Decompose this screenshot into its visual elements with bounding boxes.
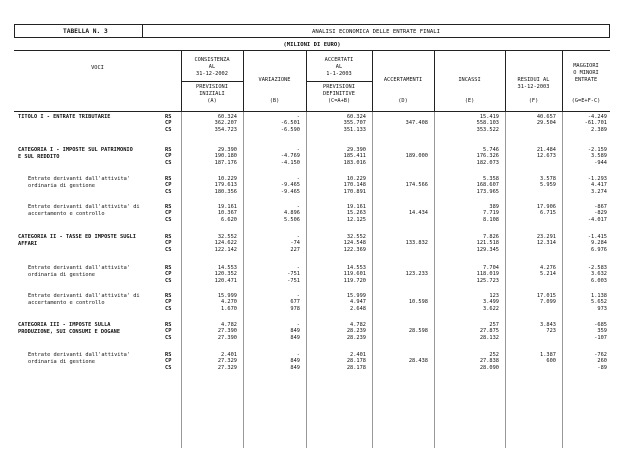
cell-value: 28.239 (346, 334, 366, 341)
col-previsioni-definitive-header: PREVISIONI DEFINITIVE (C=A+B) (323, 84, 355, 104)
cell-value: 3.499 (483, 299, 499, 306)
cell-value: 10.598 (408, 299, 428, 306)
cell-value: 3.843 (540, 322, 556, 328)
row-label: Entrate derivanti dall'attivita' di (28, 204, 140, 210)
cell-value: - (296, 322, 300, 328)
cell-value: 4.270 (221, 299, 237, 306)
table-title: ANALISI ECONOMICA DELLE ENTRATE FINALI (312, 28, 440, 35)
cell-value: 14.434 (408, 210, 428, 217)
cell-value: 15.263 (346, 210, 366, 217)
cell-value: 978 (290, 305, 300, 312)
cell-value: 27.838 (479, 358, 499, 365)
cell-value: 185.411 (343, 153, 366, 160)
cell-value: 227 (290, 246, 300, 253)
cell-value: 40.657 (536, 114, 556, 120)
cell-value: 600 (546, 358, 556, 365)
cell-value: 3.274 (591, 188, 607, 195)
cell-value: 3.578 (540, 176, 556, 182)
cell-value: 3.589 (591, 153, 607, 160)
cell-value: 122.142 (214, 246, 237, 253)
row-code: RS (165, 176, 172, 182)
cell-value: -9.465 (280, 188, 300, 195)
cell-value: - (296, 234, 300, 240)
row-code: CS (165, 216, 172, 223)
cell-value: 354.723 (214, 126, 237, 133)
cell-value: 14.553 (346, 265, 366, 271)
cell-value: 6.003 (591, 277, 607, 284)
cell-value: 15.999 (346, 293, 366, 299)
cell-value: -6.590 (280, 126, 300, 133)
row-code: RS (165, 265, 172, 271)
cell-value: 5.652 (591, 299, 607, 306)
col-variazione-code: (B) (269, 98, 280, 104)
col-voci-header: VOCI (91, 65, 104, 71)
col-accertati-header: ACCERTATI AL 1-1-2003 (324, 57, 354, 77)
row-label: ordinaria di gestione (28, 183, 95, 189)
cell-value: 7.704 (483, 265, 499, 271)
table-title-bar (14, 24, 610, 38)
cell-value: 12.125 (346, 216, 366, 223)
col-accertamenti-code: (D) (398, 98, 408, 104)
units-label: (MILIONI DI EURO) (283, 42, 341, 48)
cell-value: 3.632 (591, 271, 607, 278)
col-maggiori-header: MAGGIORI O MINORI ENTRATE (573, 63, 599, 83)
cell-value: 558.103 (476, 120, 499, 127)
cell-value: -829 (594, 210, 607, 217)
cell-value: 28.438 (408, 358, 428, 365)
row-code: CS (165, 305, 172, 312)
cell-value: -751 (287, 277, 300, 284)
cell-value: 120.471 (214, 277, 237, 284)
cell-value: 260 (597, 358, 607, 365)
cell-value: 3.622 (483, 305, 499, 312)
cell-value: 28.090 (479, 364, 499, 371)
cell-value: 125.723 (476, 277, 499, 284)
cell-value: 5.959 (540, 182, 556, 189)
cell-value: 4.896 (284, 210, 300, 217)
cell-value: -944 (594, 159, 607, 166)
cell-value: 2.401 (221, 352, 237, 358)
row-code: CP (165, 358, 172, 365)
cell-value: -9.465 (280, 182, 300, 189)
col-incassi-header: INCASSI (458, 77, 481, 83)
col-accertamenti-header: ACCERTAMENTI (383, 77, 423, 83)
cell-value: 124.548 (343, 240, 366, 247)
row-code: RS (165, 322, 172, 328)
cell-value: 60.324 (346, 114, 366, 120)
cell-value: -2.159 (587, 147, 607, 153)
row-code: CS (165, 188, 172, 195)
cell-value: 6.715 (540, 210, 556, 217)
cell-value: 27.390 (217, 328, 237, 335)
cell-value: 723 (546, 328, 556, 335)
cell-value: 32.552 (217, 234, 237, 240)
cell-value: 28.132 (479, 334, 499, 341)
cell-value: 183.016 (343, 159, 366, 166)
cell-value: 7.719 (483, 210, 499, 217)
row-code: CP (165, 299, 172, 306)
cell-value: 10.229 (217, 176, 237, 182)
cell-value: - (296, 176, 300, 182)
cell-value: -1.293 (587, 176, 607, 182)
row-code: RS (165, 204, 172, 210)
cell-value: -4.769 (280, 153, 300, 160)
cell-value: 10.229 (346, 176, 366, 182)
cell-value: 849 (290, 364, 300, 371)
cell-value: 2.389 (591, 126, 607, 133)
row-code: RS (165, 293, 172, 299)
cell-value: 353.522 (476, 126, 499, 133)
row-code: CS (165, 277, 172, 284)
cell-value: 189.000 (405, 153, 428, 160)
col-incassi-code: (E) (464, 98, 475, 104)
cell-value: 7.826 (483, 234, 499, 240)
cell-value: 170.148 (343, 182, 366, 189)
cell-value: 4.782 (221, 322, 237, 328)
cell-value: 4.782 (350, 322, 366, 328)
cell-value: 849 (290, 358, 300, 365)
cell-value: -685 (594, 322, 607, 328)
cell-value: 124.622 (214, 240, 237, 247)
cell-value: 7.099 (540, 299, 556, 306)
cell-value: 122.369 (343, 246, 366, 253)
row-code: CP (165, 153, 172, 160)
row-label: ordinaria di gestione (28, 359, 95, 365)
cell-value: - (296, 352, 300, 358)
col-maggiori-code: (G=E+F-C) (571, 98, 601, 104)
cell-value: 6.620 (221, 216, 237, 223)
cell-value: -2.583 (587, 265, 607, 271)
cell-value: 389 (489, 204, 499, 210)
cell-value: 21.484 (536, 147, 556, 153)
cell-value: 60.324 (217, 114, 237, 120)
col-residui-code: (F) (528, 98, 539, 104)
cell-value: 180.356 (214, 188, 237, 195)
cell-value: 5.358 (483, 176, 499, 182)
row-code: CP (165, 240, 172, 247)
cell-value: 17.906 (536, 204, 556, 210)
table-number: TABELLA N. 3 (15, 25, 143, 37)
row-label: Entrate derivanti dall'attivita' (28, 176, 131, 182)
col-consistenza-header: CONSISTENZA AL 31-12-2002 (194, 57, 230, 77)
row-label: CATEGORIA I - IMPOSTE SUL PATRIMONIO (18, 147, 133, 153)
row-label: TITOLO I - ENTRATE TRIBUTARIE (18, 114, 111, 120)
cell-value: 15.999 (217, 293, 237, 299)
cell-value: 1.670 (221, 305, 237, 312)
cell-value: 190.180 (214, 153, 237, 160)
row-label: ordinaria di gestione (28, 272, 95, 278)
row-code: CS (165, 126, 172, 133)
cell-value: -4.150 (280, 159, 300, 166)
row-code: CP (165, 182, 172, 189)
row-code: CP (165, 271, 172, 278)
cell-value: -74 (290, 240, 300, 247)
row-code: CP (165, 120, 172, 127)
cell-value: 32.552 (346, 234, 366, 240)
row-label: accertamento e controllo (28, 211, 105, 217)
cell-value: 129.345 (476, 246, 499, 253)
cell-value: 4.417 (591, 182, 607, 189)
cell-value: 28.598 (408, 328, 428, 335)
cell-value: 17.015 (536, 293, 556, 299)
cell-value: 5.506 (284, 216, 300, 223)
cell-value: 355.707 (343, 120, 366, 127)
cell-value: 170.891 (343, 188, 366, 195)
cell-value: 174.566 (405, 182, 428, 189)
cell-value: -89 (597, 364, 607, 371)
cell-value: 973 (597, 305, 607, 312)
cell-value: -4.017 (587, 216, 607, 223)
cell-value: 849 (290, 334, 300, 341)
cell-value: -4.249 (587, 114, 607, 120)
cell-value: 182.073 (476, 159, 499, 166)
cell-value: 29.390 (217, 147, 237, 153)
cell-value: - (296, 293, 300, 299)
cell-value: -107 (594, 334, 607, 341)
cell-value: 19.161 (346, 204, 366, 210)
cell-value: - (296, 204, 300, 210)
cell-value: 121.518 (476, 240, 499, 247)
cell-value: 12.673 (536, 153, 556, 160)
cell-value: 23.291 (536, 234, 556, 240)
cell-value: -762 (594, 352, 607, 358)
cell-value: 252 (489, 352, 499, 358)
cell-value: -751 (287, 271, 300, 278)
row-label: CATEGORIA III - IMPOSTE SULLA (18, 322, 111, 328)
cell-value: 849 (290, 328, 300, 335)
cell-value: -867 (594, 204, 607, 210)
cell-value: 118.019 (476, 271, 499, 278)
cell-value: 359 (597, 328, 607, 335)
row-code: RS (165, 234, 172, 240)
cell-value: 10.367 (217, 210, 237, 217)
row-code: RS (165, 352, 172, 358)
row-code: CP (165, 210, 172, 217)
cell-value: 28.178 (346, 358, 366, 365)
cell-value: 123.233 (405, 271, 428, 278)
cell-value: 27.329 (217, 364, 237, 371)
table-header (14, 50, 610, 112)
cell-value: 27.329 (217, 358, 237, 365)
col-residui-header: RESIDUI AL 31-12-2003 (517, 77, 550, 90)
cell-value: 27.390 (217, 334, 237, 341)
col-variazione-header: VARIAZIONE (258, 77, 291, 83)
cell-value: 8.108 (483, 216, 499, 223)
row-label: CATEGORIA II - TASSE ED IMPOSTE SUGLI (18, 234, 136, 240)
row-code: CS (165, 334, 172, 341)
cell-value: 176.326 (476, 153, 499, 160)
table-body (14, 112, 610, 448)
cell-value: 351.133 (343, 126, 366, 133)
cell-value: 4.276 (540, 265, 556, 271)
cell-value: 14.553 (217, 265, 237, 271)
cell-value: 362.207 (214, 120, 237, 127)
row-code: RS (165, 147, 172, 153)
row-label: accertamento e controllo (28, 300, 105, 306)
cell-value: 27.875 (479, 328, 499, 335)
cell-value: 168.607 (476, 182, 499, 189)
cell-value: 5.214 (540, 271, 556, 278)
cell-value: 12.314 (536, 240, 556, 247)
cell-value: 2.401 (350, 352, 366, 358)
cell-value: 5.746 (483, 147, 499, 153)
cell-value: - (296, 265, 300, 271)
cell-value: 187.176 (214, 159, 237, 166)
cell-value: -6.501 (280, 120, 300, 127)
cell-value: 4.947 (350, 299, 366, 306)
row-code: CS (165, 246, 172, 253)
cell-value: 6.976 (591, 246, 607, 253)
cell-value: 1.387 (540, 352, 556, 358)
cell-value: 257 (489, 322, 499, 328)
cell-value: 29.390 (346, 147, 366, 153)
row-label: Entrate derivanti dall'attivita' (28, 265, 131, 271)
cell-value: 120.352 (214, 271, 237, 278)
cell-value: 9.284 (591, 240, 607, 247)
cell-value: 28.239 (346, 328, 366, 335)
cell-value: 19.161 (217, 204, 237, 210)
row-label: PRODUZIONE, SUI CONSUMI E DOGANE (18, 329, 121, 335)
row-label: Entrate derivanti dall'attivita' (28, 352, 131, 358)
row-code: CS (165, 364, 172, 371)
cell-value: 29.504 (536, 120, 556, 127)
row-label: E SUL REDDITO (18, 154, 60, 160)
cell-value: 347.408 (405, 120, 428, 127)
cell-value: 28.178 (346, 364, 366, 371)
cell-value: 179.613 (214, 182, 237, 189)
cell-value: 119.720 (343, 277, 366, 284)
cell-value: 1.138 (591, 293, 607, 299)
cell-value: 123 (489, 293, 499, 299)
col-previsioni-iniziali-header: PREVISIONI INIZIALI (A) (196, 84, 228, 104)
row-label: Entrate derivanti dall'attivita' di (28, 293, 140, 299)
cell-value: 119.601 (343, 271, 366, 278)
cell-value: - (296, 147, 300, 153)
cell-value: 15.419 (479, 114, 499, 120)
cell-value: 2.648 (350, 305, 366, 312)
cell-value: -61.701 (584, 120, 607, 127)
cell-value: 133.832 (405, 240, 428, 247)
row-code: RS (165, 114, 172, 120)
row-code: CP (165, 328, 172, 335)
row-code: CS (165, 159, 172, 166)
cell-value: 173.965 (476, 188, 499, 195)
cell-value: -1.415 (587, 234, 607, 240)
row-label: AFFARI (18, 241, 38, 247)
cell-value: 677 (290, 299, 300, 306)
cell-value: - (296, 114, 300, 120)
